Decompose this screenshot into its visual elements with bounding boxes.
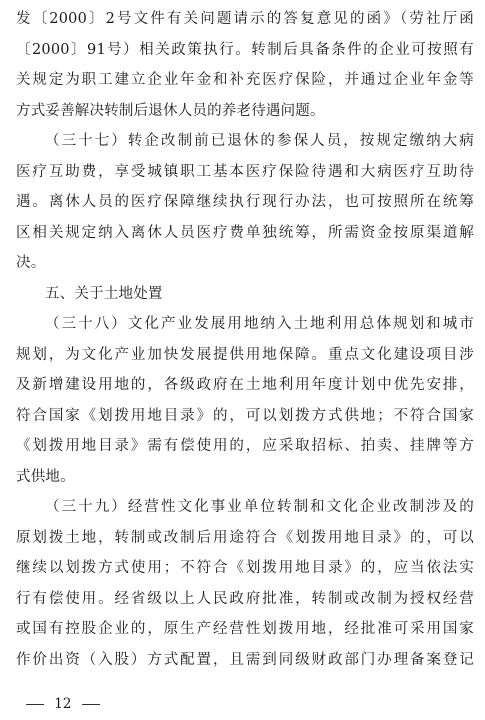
text-line: 及新增建设用地的，各级政府在土地利用年度计划中优先安排， [16, 377, 474, 393]
text-line: 式供地。 [16, 468, 75, 485]
text-line: 医疗互助费，享受城镇职工基本医疗保险待遇和大病医疗互助待 [16, 163, 474, 180]
page-number: 12 [54, 696, 72, 712]
text-line: 关规定为职工建立企业年金和补充医疗保险，并通过企业年金等 [16, 72, 474, 88]
text-line: （三十八）文化产业发展用地纳入土地利用总体规划和城市 [45, 316, 474, 332]
text-line: 方式妥善解决转制后退休人员的养老待遇问题。 [16, 102, 325, 119]
text-line: 作价出资（入股）方式配置，且需到同级财政部门办理备案登记 [16, 651, 474, 668]
right-dash [82, 704, 100, 705]
text-line: 决。 [16, 255, 46, 271]
left-dash [26, 704, 44, 705]
page-footer [20, 694, 106, 714]
text-line: （三十七）转企改制前已退休的参保人员，按规定缴纳大病 [45, 133, 474, 149]
document-body [16, 4, 474, 675]
text-line: 发〔2000〕2号文件有关问题请示的答复意见的函》（劳社厅函 [16, 11, 474, 27]
text-line: 〔2000〕91号）相关政策执行。转制后具备条件的企业可按照有 [16, 41, 474, 58]
text-line: 区相关规定纳入离休人员医疗费单独统筹，所需资金按原渠道解 [16, 224, 474, 241]
text-line: 继续以划拨方式使用；不符合《划拨用地目录》的，应当依法实 [16, 560, 474, 576]
text-line: 或国有控股企业的，原生产经营性划拨用地，经批准可采用国家 [16, 621, 474, 637]
text-line: 遇。离休人员的医疗保障继续执行现行办法，也可按照所在统筹 [16, 194, 474, 210]
text-line: 原划拨土地，转制或改制后用途符合《划拨用地目录》的，可以 [16, 529, 474, 546]
text-line: 规划，为文化产业加快发展提供用地保障。重点文化建设项目涉 [16, 346, 474, 363]
text-line: 行有偿使用。经省级以上人民政府批准，转制或改制为授权经营 [16, 590, 474, 607]
text-line: 符合国家《划拨用地目录》的，可以划拨方式供地；不符合国家 [16, 407, 474, 424]
text-line: （三十九）经营性文化事业单位转制和文化企业改制涉及的 [45, 499, 474, 515]
text-line: 《划拨用地目录》需有偿使用的，应采取招标、拍卖、挂牌等方 [16, 438, 474, 454]
text-line: 五、关于土地处置 [45, 285, 163, 302]
